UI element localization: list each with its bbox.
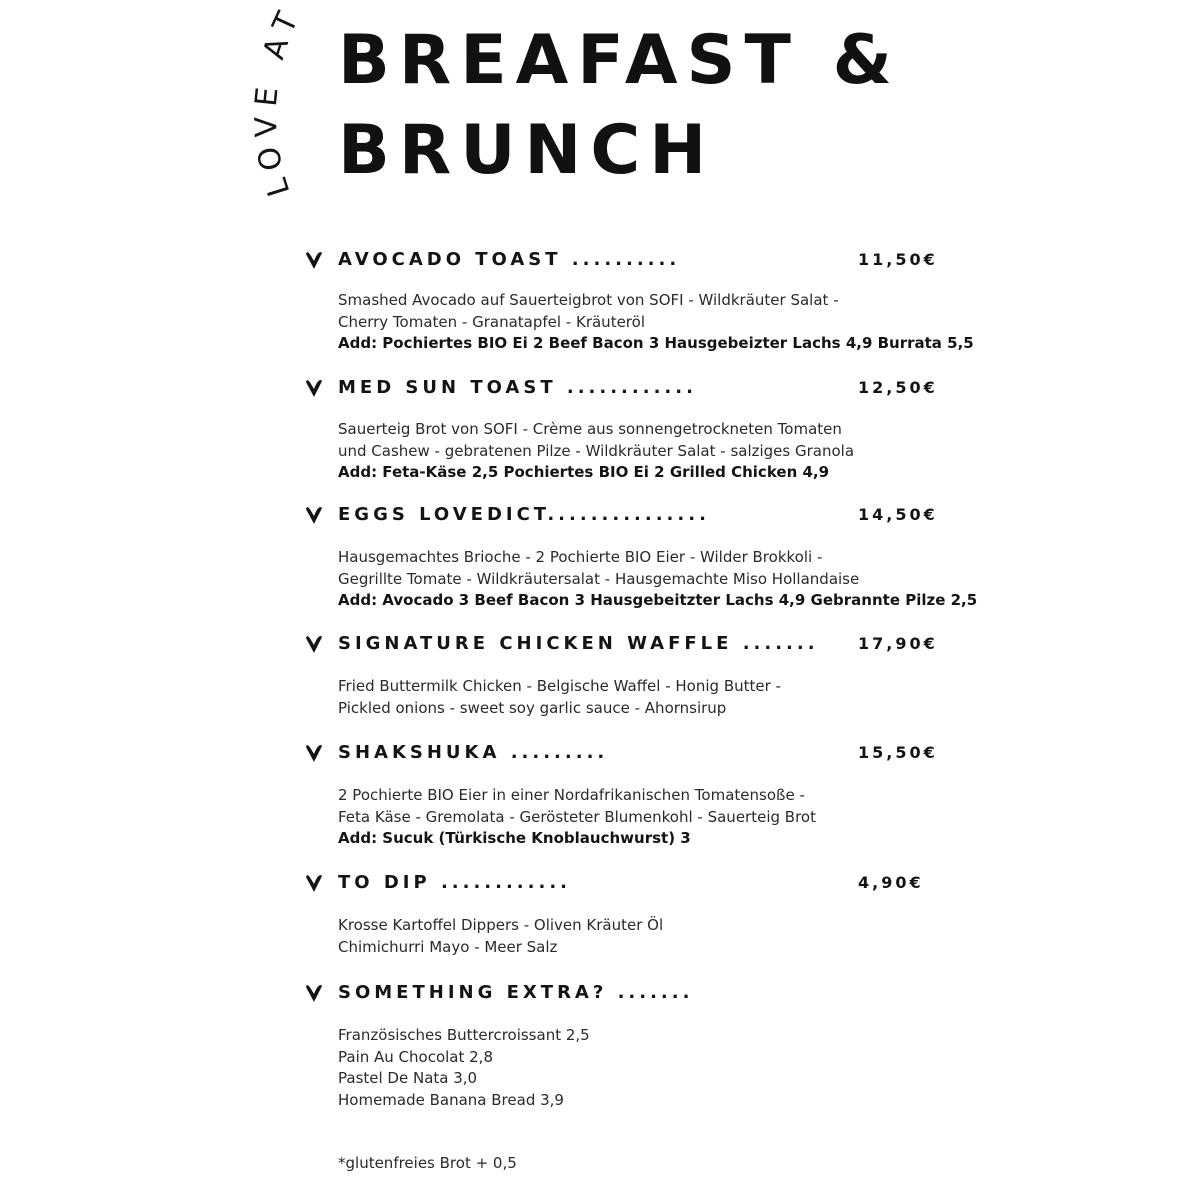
item-price: 17,90€ [858, 634, 938, 653]
description-line: Gegrillte Tomate - Wildkräutersalat - Hausgemachte Miso Hollandaise [338, 569, 860, 588]
description-line: Homemade Banana Bread 3,9 [338, 1090, 564, 1109]
description-line: Pain Au Chocolat 2,8 [338, 1047, 493, 1066]
description-line: Smashed Avocado auf Sauerteigbrot von SOFI - Wildkräuter Salat - [338, 291, 839, 309]
description-line: und Cashew - gebratenen Pilze - Wildkräuter Salat - salziges Granola [338, 441, 855, 460]
description-line: Pickled onions - sweet soy garlic sauce - Ahornsirup [338, 698, 727, 717]
heart-icon [303, 982, 325, 1004]
description-line: Krosse Kartoffel Dippers - Oliven Kräuter Öl [338, 916, 664, 934]
item-name: SHAKSHUKA ......... [338, 742, 609, 763]
item-name: AVOCADO TOAST .......... [338, 249, 681, 270]
item-price: 15,50€ [858, 743, 938, 762]
item-description [338, 915, 958, 958]
description-line: Fried Buttermilk Chicken - Belgische Waffel - Honig Butter - [338, 677, 781, 695]
item-name: TO DIP ............ [338, 872, 571, 893]
heart-icon [303, 377, 325, 399]
description-line: Chimichurri Mayo - Meer Salz [338, 937, 558, 956]
item-price: 11,50€ [858, 250, 938, 269]
title-line-1: BREAFAST & [338, 21, 901, 100]
item-description [338, 290, 974, 355]
item-name: EGGS LOVEDICT............... [338, 504, 710, 525]
description-line: Cherry Tomaten - Granatapfel - Kräuteröl [338, 312, 645, 331]
description-line: 2 Pochierte BIO Eier in einer Nordafrikanischen Tomatensoße - [338, 786, 805, 804]
description-line: Pastel De Nata 3,0 [338, 1069, 478, 1087]
heart-icon [303, 249, 325, 271]
item-price: 14,50€ [858, 505, 938, 524]
heart-icon [303, 633, 325, 655]
title-line-2: BRUNCH [338, 111, 716, 190]
heart-icon [303, 504, 325, 526]
item-addons: Add: Sucuk (Türkische Knoblauchwurst) 3 [338, 829, 691, 847]
item-name: SOMETHING EXTRA? ....... [338, 982, 694, 1003]
item-description [338, 676, 958, 719]
item-addons: Add: Feta-Käse 2,5 Pochiertes BIO Ei 2 Grilled Chicken 4,9 [338, 463, 830, 481]
description-line: Französisches Buttercroissant 2,5 [338, 1026, 590, 1044]
item-price: 4,90€ [858, 873, 924, 892]
item-description [338, 419, 958, 484]
item-addons: Add: Pochiertes BIO Ei 2 Beef Bacon 3 Hausgebeizter Lachs 4,9 Burrata 5,5 [338, 334, 974, 352]
heart-icon [303, 742, 325, 764]
heart-icon [303, 872, 325, 894]
item-description [338, 547, 978, 612]
item-description [338, 1025, 958, 1111]
item-name: MED SUN TOAST ............ [338, 377, 697, 398]
item-price: 12,50€ [858, 378, 938, 397]
footnote: *glutenfreies Brot + 0,5 [338, 1154, 517, 1172]
description-line: Hausgemachtes Brioche - 2 Pochierte BIO Eier - Wilder Brokkoli - [338, 548, 823, 566]
item-name: SIGNATURE CHICKEN WAFFLE ....... [338, 633, 819, 654]
description-line: Feta Käse - Gremolata - Gerösteter Blumenkohl - Sauerteig Brot [338, 807, 816, 826]
side-arc-label: LOVE AT [248, 0, 310, 201]
item-addons: Add: Avocado 3 Beef Bacon 3 Hausgebeitzter Lachs 4,9 Gebrannte Pilze 2,5 [338, 591, 978, 609]
description-line: Sauerteig Brot von SOFI - Crème aus sonnengetrockneten Tomaten [338, 420, 842, 438]
page-title [338, 16, 901, 196]
item-description [338, 785, 958, 850]
